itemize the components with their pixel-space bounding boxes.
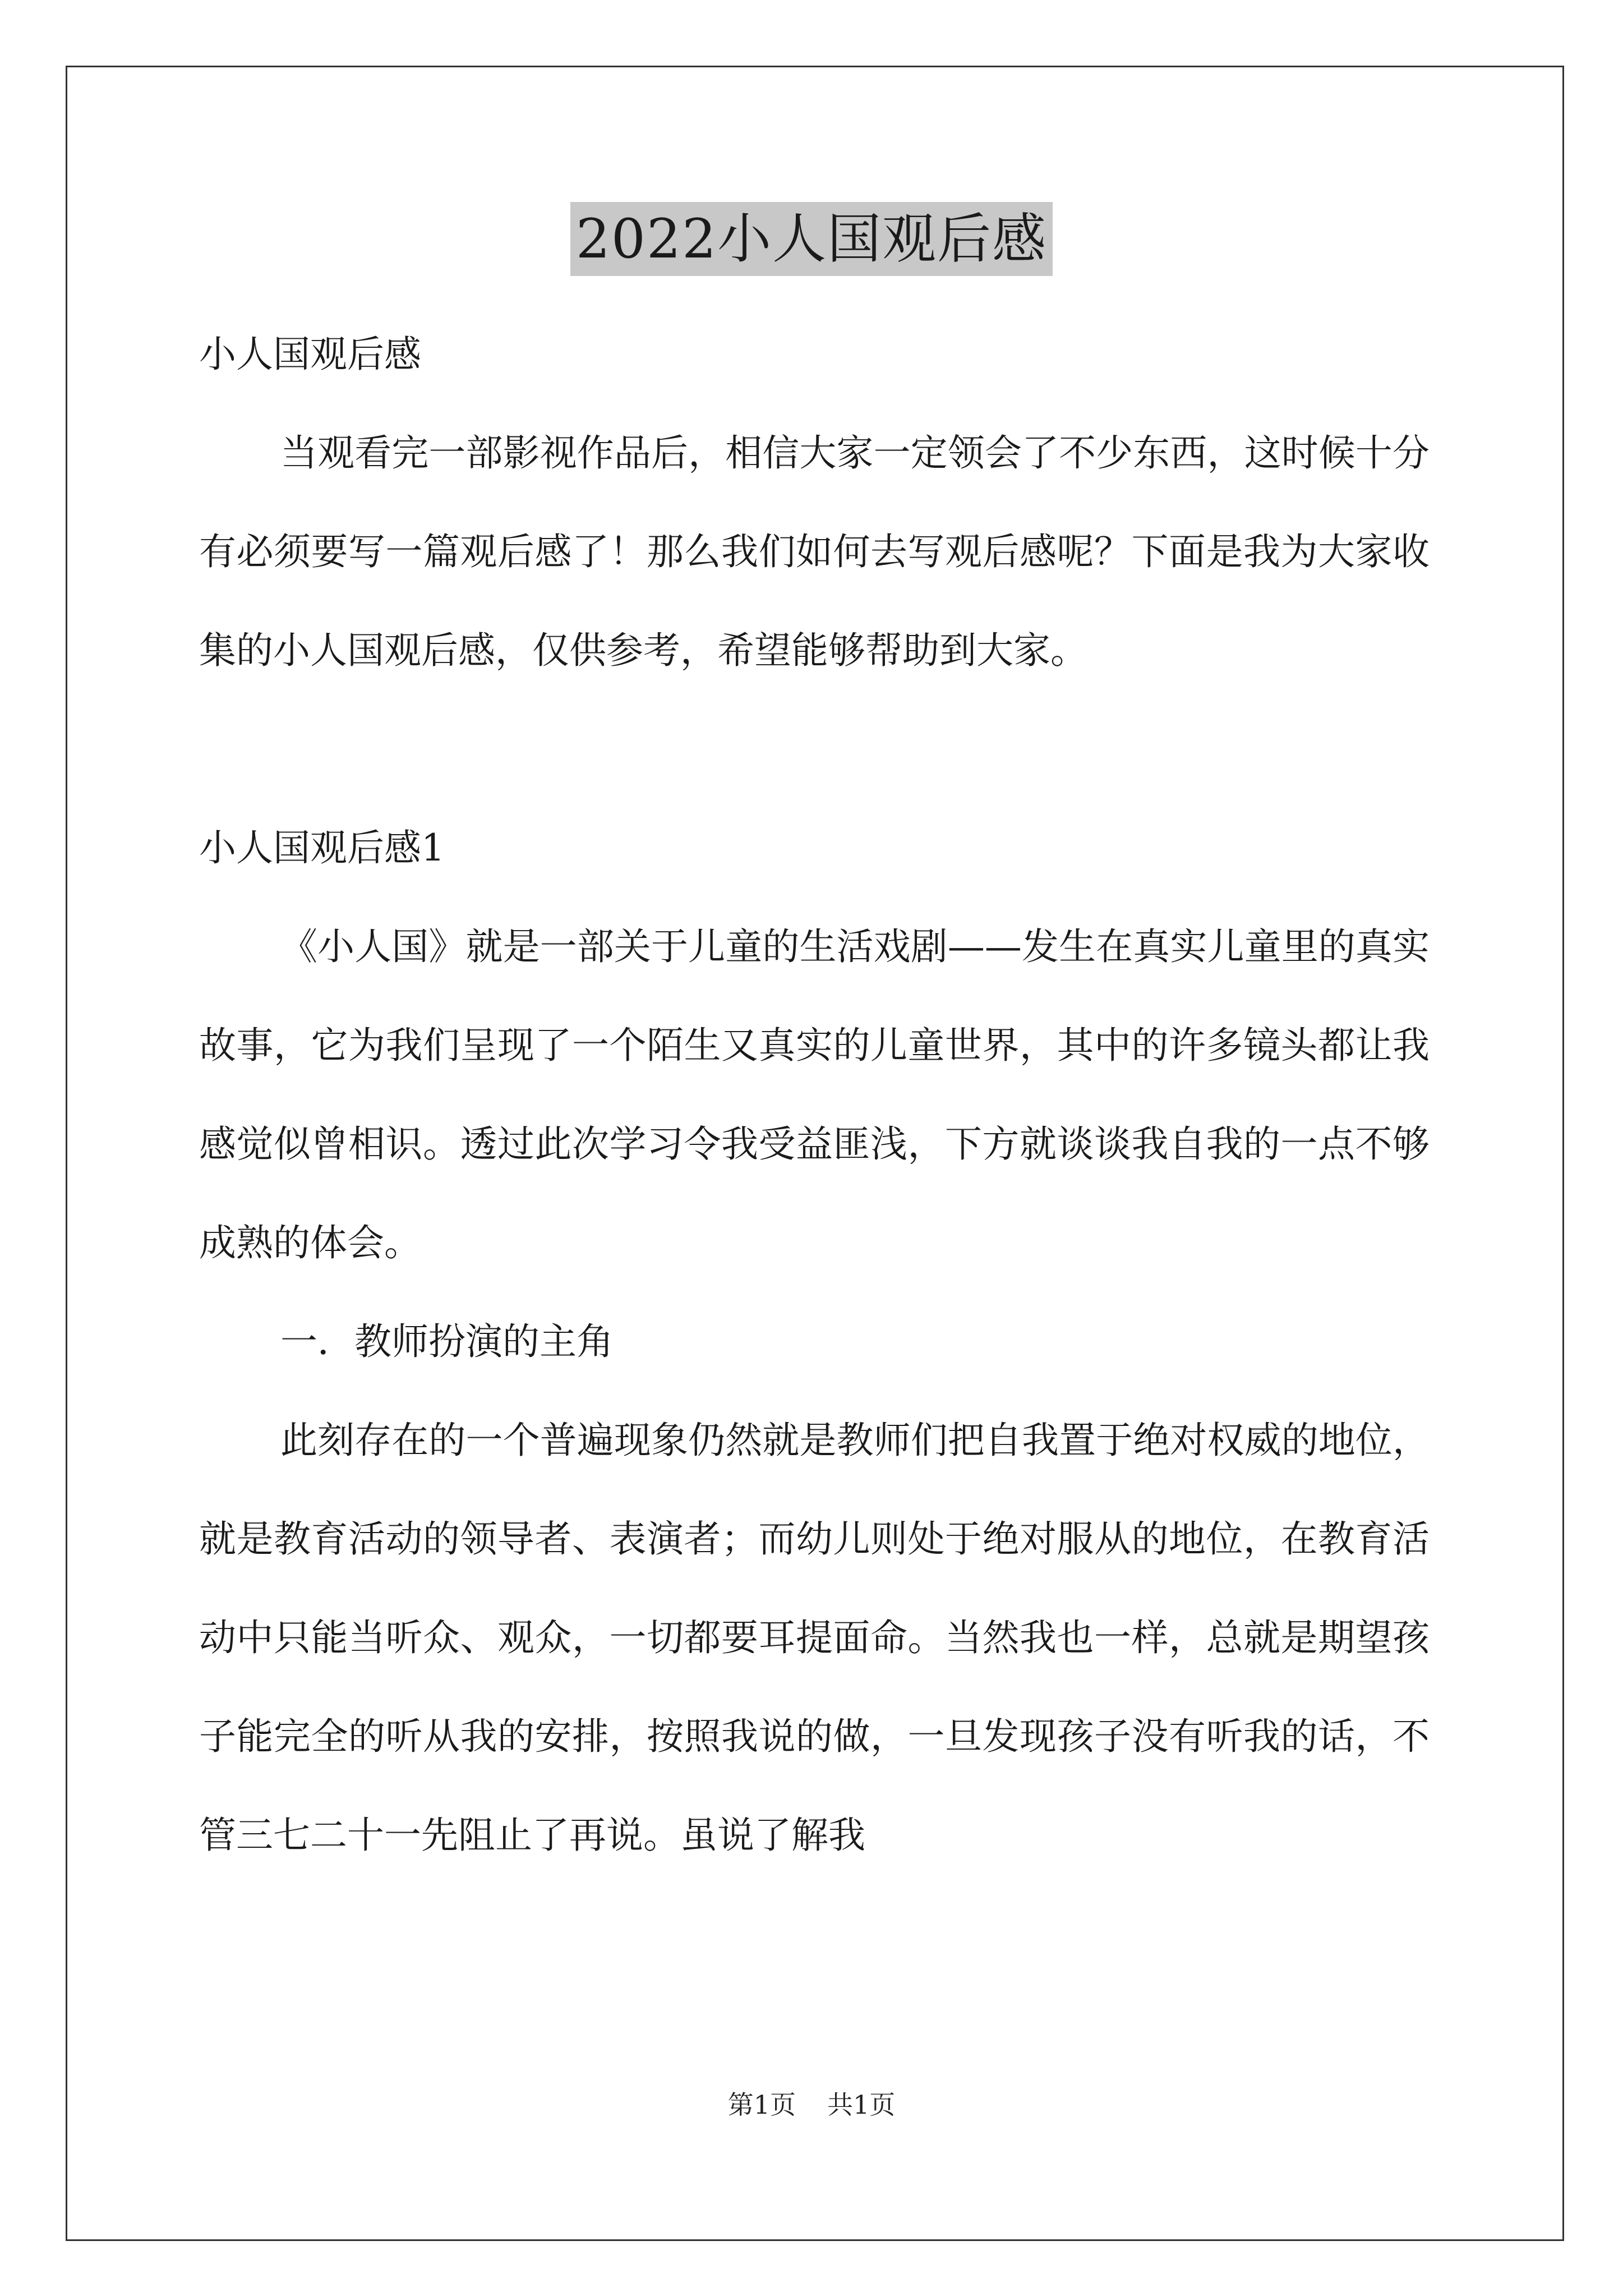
- page-total: 共1页: [827, 2090, 896, 2120]
- title-container: [0, 202, 1623, 276]
- page-footer: [0, 2088, 1623, 2122]
- section-heading: 小人国观后感1: [199, 826, 445, 869]
- document-title: 2022小人国观后感: [570, 202, 1053, 276]
- intro-paragraph: 当观看完一部影视作品后，相信大家一定领会了不少东西，这时候十分有必须要写一篇观后感了！那么我们如何去写观后感呢？下面是我为大家收集的小人国观后感，仅供参考，希望能够帮助到大家。: [199, 431, 1430, 672]
- body-paragraph: 此刻存在的一个普遍现象仍然就是教师们把自我置于绝对权威的地位，就是教育活动的领导者、表演者；而幼儿则处于绝对服从的地位，在教育活动中只能当听众、观众，一切都要耳提面命。当然我也一样，总就是期望孩子能完全的听从我的安排，按照我说的做，一旦发现孩子没有听我的话，不管三七二十一先阻止了再说。虽说了解我: [199, 1419, 1430, 1857]
- body-paragraph: 《小人国》就是一部关于儿童的生活戏剧——发生在真实儿童里的真实故事，它为我们呈现了一个陌生又真实的儿童世界，其中的许多镜头都让我感觉似曾相识。透过此次学习令我受益匪浅，下方就谈谈我自我的一点不够成熟的体会。: [199, 925, 1430, 1264]
- page-number: 第1页: [727, 2090, 796, 2120]
- blank-line: [199, 700, 1430, 799]
- document-body: [199, 305, 1430, 1885]
- section-heading: 小人国观后感: [199, 333, 421, 376]
- subheading: 一．教师扮演的主角: [280, 1320, 614, 1363]
